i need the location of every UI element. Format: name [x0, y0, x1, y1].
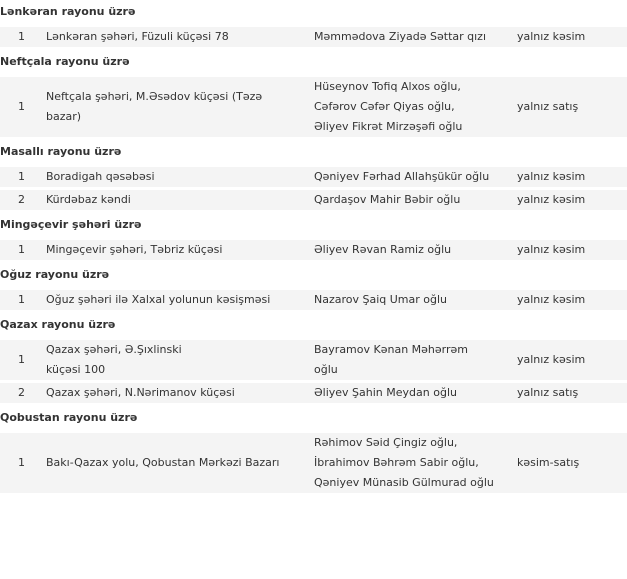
person-cell: [314, 290, 517, 310]
person-name: Əliyev Fikrət Mirzəşəfi oğlu: [314, 120, 463, 133]
row-number: 2: [0, 383, 46, 403]
table-row: [0, 290, 627, 310]
row-number: 2: [0, 190, 46, 210]
table-row: [0, 383, 627, 403]
section-title: Qazax rayonu üzrə: [0, 313, 627, 337]
person-name: Cəfərov Cəfər Qiyas oğlu,: [314, 100, 455, 113]
person-name: Bayramov Kənan Məhərrəm: [314, 343, 469, 356]
person-cell: [314, 167, 517, 187]
address-cell: [46, 167, 314, 187]
person-name: Qəniyev Fərhad Allahşükür oğlu: [314, 170, 490, 183]
person-cell: [314, 340, 517, 380]
section-title: Oğuz rayonu üzrə: [0, 263, 627, 287]
table-row: [0, 27, 627, 47]
person-cell: [314, 77, 517, 137]
person-name: Əliyev Şahin Meydan oğlu: [314, 386, 457, 399]
address-line: bazar): [46, 110, 82, 123]
section-title: Qobustan rayonu üzrə: [0, 406, 627, 430]
address-line: Bakı-Qazax yolu, Qobustan Mərkəzi Bazarı: [46, 456, 280, 469]
row-number: 1: [0, 290, 46, 310]
person-cell: [314, 433, 517, 493]
address-line: Qazax şəhəri, Ə.Şıxlinski: [46, 343, 182, 356]
activity-type: yalnız kəsim: [517, 340, 627, 380]
row-number: 1: [0, 433, 46, 493]
address-cell: [46, 383, 314, 403]
person-name: Əliyev Rəvan Ramiz oğlu: [314, 243, 452, 256]
person-cell: [314, 240, 517, 260]
person-name: Hüseynov Tofiq Alxos oğlu,: [314, 80, 461, 93]
address-line: Oğuz şəhəri ilə Xalxal yolunun kəsişməsi: [46, 293, 271, 306]
address-cell: [46, 240, 314, 260]
address-line: küçəsi 100: [46, 363, 106, 376]
address-cell: [46, 340, 314, 380]
table-row: [0, 167, 627, 187]
person-name: Qəniyev Münasib Gülmurad oğlu: [314, 476, 494, 489]
person-cell: [314, 383, 517, 403]
section-header-row: [0, 50, 627, 74]
address-cell: [46, 27, 314, 47]
activity-type: yalnız kəsim: [517, 167, 627, 187]
table-row: [0, 340, 627, 380]
table-row: [0, 240, 627, 260]
row-number: 1: [0, 27, 46, 47]
table-row: [0, 77, 627, 137]
person-name: Qardaşov Mahir Bəbir oğlu: [314, 193, 461, 206]
address-line: Mingəçevir şəhəri, Təbriz küçəsi: [46, 243, 223, 256]
address-line: Boradigah qəsəbəsi: [46, 170, 155, 183]
person-name: Məmmədova Ziyadə Səttar qızı: [314, 30, 487, 43]
address-cell: [46, 433, 314, 493]
section-title: Mingəçevir şəhəri üzrə: [0, 213, 627, 237]
activity-type: yalnız satış: [517, 77, 627, 137]
person-cell: [314, 27, 517, 47]
address-cell: [46, 290, 314, 310]
activity-type: yalnız kəsim: [517, 290, 627, 310]
section-header-row: [0, 0, 627, 24]
activity-type: yalnız kəsim: [517, 190, 627, 210]
person-name: Rəhimov Səid Çingiz oğlu,: [314, 436, 458, 449]
section-header-row: [0, 406, 627, 430]
row-number: 1: [0, 240, 46, 260]
row-number: 1: [0, 340, 46, 380]
section-title: Lənkəran rayonu üzrə: [0, 0, 627, 24]
section-header-row: [0, 313, 627, 337]
activity-type: yalnız kəsim: [517, 240, 627, 260]
address-line: Qazax şəhəri, N.Nərimanov küçəsi: [46, 386, 235, 399]
section-header-row: [0, 213, 627, 237]
activity-type: yalnız satış: [517, 383, 627, 403]
activity-type: yalnız kəsim: [517, 27, 627, 47]
person-name: oğlu: [314, 363, 338, 376]
row-number: 1: [0, 167, 46, 187]
section-title: Neftçala rayonu üzrə: [0, 50, 627, 74]
address-line: Lənkəran şəhəri, Füzuli küçəsi 78: [46, 30, 229, 43]
address-cell: [46, 77, 314, 137]
address-cell: [46, 190, 314, 210]
person-cell: [314, 190, 517, 210]
section-header-row: [0, 263, 627, 287]
address-line: Kürdəbaz kəndi: [46, 193, 131, 206]
person-name: Nazarov Şaiq Umar oğlu: [314, 293, 448, 306]
section-header-row: [0, 140, 627, 164]
row-number: 1: [0, 77, 46, 137]
person-name: İbrahimov Bəhrəm Sabir oğlu,: [314, 456, 479, 469]
table-row: [0, 190, 627, 210]
activity-type: kəsim-satış: [517, 433, 627, 493]
address-line: Neftçala şəhəri, M.Əsədov küçəsi (Təzə: [46, 90, 263, 103]
section-title: Masallı rayonu üzrə: [0, 140, 627, 164]
table-row: [0, 433, 627, 493]
